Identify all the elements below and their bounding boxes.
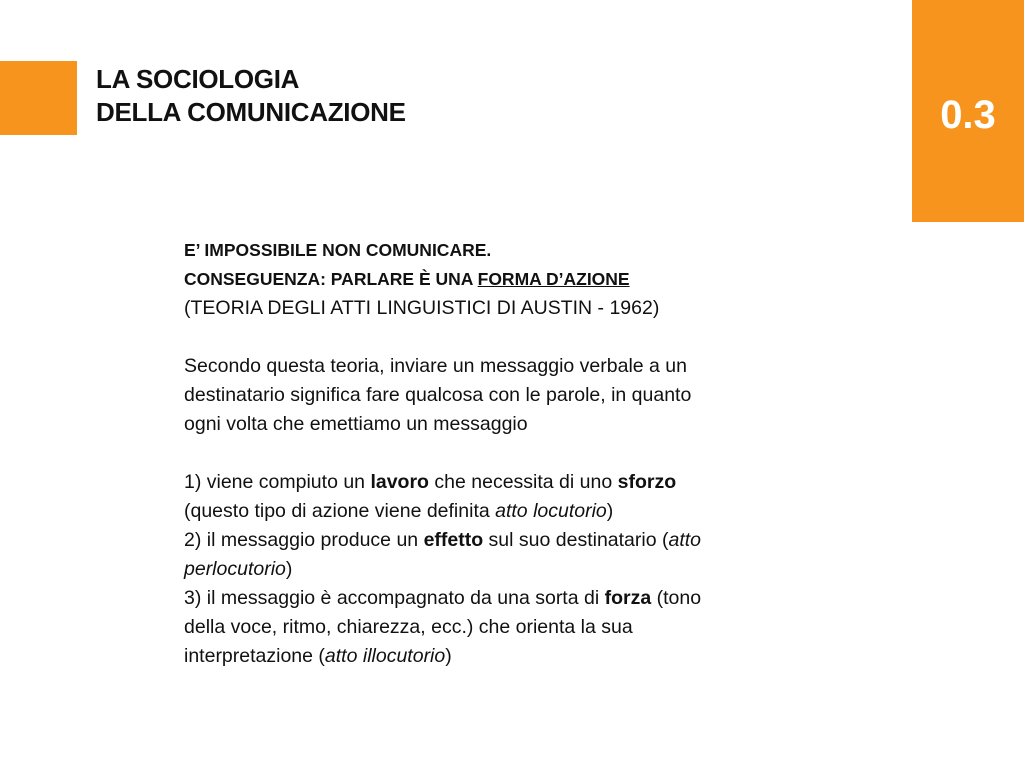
spacer <box>184 439 884 468</box>
list-item-3-bold-forza: forza <box>604 587 652 609</box>
heading-line-2 <box>184 265 884 294</box>
list-item-2-text-a: 2) il messaggio produce un <box>184 529 424 551</box>
list-item-2-line-1 <box>184 526 884 555</box>
slide-number-box <box>912 0 1024 222</box>
list-item-1-line-1 <box>184 468 884 497</box>
list-item-2-text-c: sul suo destinatario ( <box>483 529 669 551</box>
title-line-2: DELLA COMUNICAZIONE <box>96 97 406 127</box>
spacer <box>184 323 884 352</box>
paragraph-line-2: destinatario significa fare qualcosa con le parole, in quanto <box>184 384 692 406</box>
slide-content <box>184 236 884 671</box>
list-item-2-text-f: ) <box>285 558 293 580</box>
list-item-1-line-2 <box>184 497 884 526</box>
list-item-1-italic-term: atto locutorio <box>495 500 607 522</box>
slide-title <box>96 63 406 129</box>
list-item-3-line-1 <box>184 584 884 613</box>
heading-line-1: E’ IMPOSSIBILE NON COMUNICARE. <box>184 240 492 260</box>
list-item-1-text-e: (questo tipo di azione viene definita <box>184 500 496 522</box>
list-item-1-text-g: ) <box>606 500 614 522</box>
list-item-2-italic-atto: atto <box>668 529 702 551</box>
list-item-2-line-2 <box>184 555 884 584</box>
list-item-1-text-c: che necessita di uno <box>428 471 618 493</box>
list-item-3-italic-term: atto illocutorio <box>324 645 446 667</box>
slide-number: 0.3 <box>940 93 996 137</box>
list-item-2-bold-effetto: effetto <box>423 529 484 551</box>
heading-line-2-prefix: CONSEGUENZA: PARLARE È UNA <box>184 269 478 289</box>
list-item-1-text-a: 1) viene compiuto un <box>184 471 371 493</box>
paragraph-line-3: ogni volta che emettiamo un messaggio <box>184 413 528 435</box>
list-item-3-text-a: 3) il messaggio è accompagnato da una sorta di <box>184 587 605 609</box>
list-item-3-text-g: ) <box>445 645 452 667</box>
list-item-3-line-3 <box>184 642 884 671</box>
paragraph-line-1: Secondo questa teoria, inviare un messaggio verbale a un <box>184 355 687 377</box>
list-item-3-text-e: interpretazione ( <box>184 645 325 667</box>
heading-line-3: (TEORIA DEGLI ATTI LINGUISTICI DI AUSTIN - 1962) <box>184 297 660 319</box>
list-item-1-bold-lavoro: lavoro <box>370 471 429 493</box>
title-line-1: LA SOCIOLOGIA <box>96 64 300 94</box>
list-item-3-text-c: (tono <box>651 587 702 609</box>
list-item-1-bold-sforzo: sforzo <box>617 471 677 493</box>
list-item-2-italic-perlocutorio: perlocutorio <box>184 558 286 580</box>
list-item-3-line-2: della voce, ritmo, chiarezza, ecc.) che orienta la sua <box>184 616 633 638</box>
accent-bar <box>0 61 77 135</box>
heading-underlined-term: FORMA D’AZIONE <box>477 269 630 289</box>
